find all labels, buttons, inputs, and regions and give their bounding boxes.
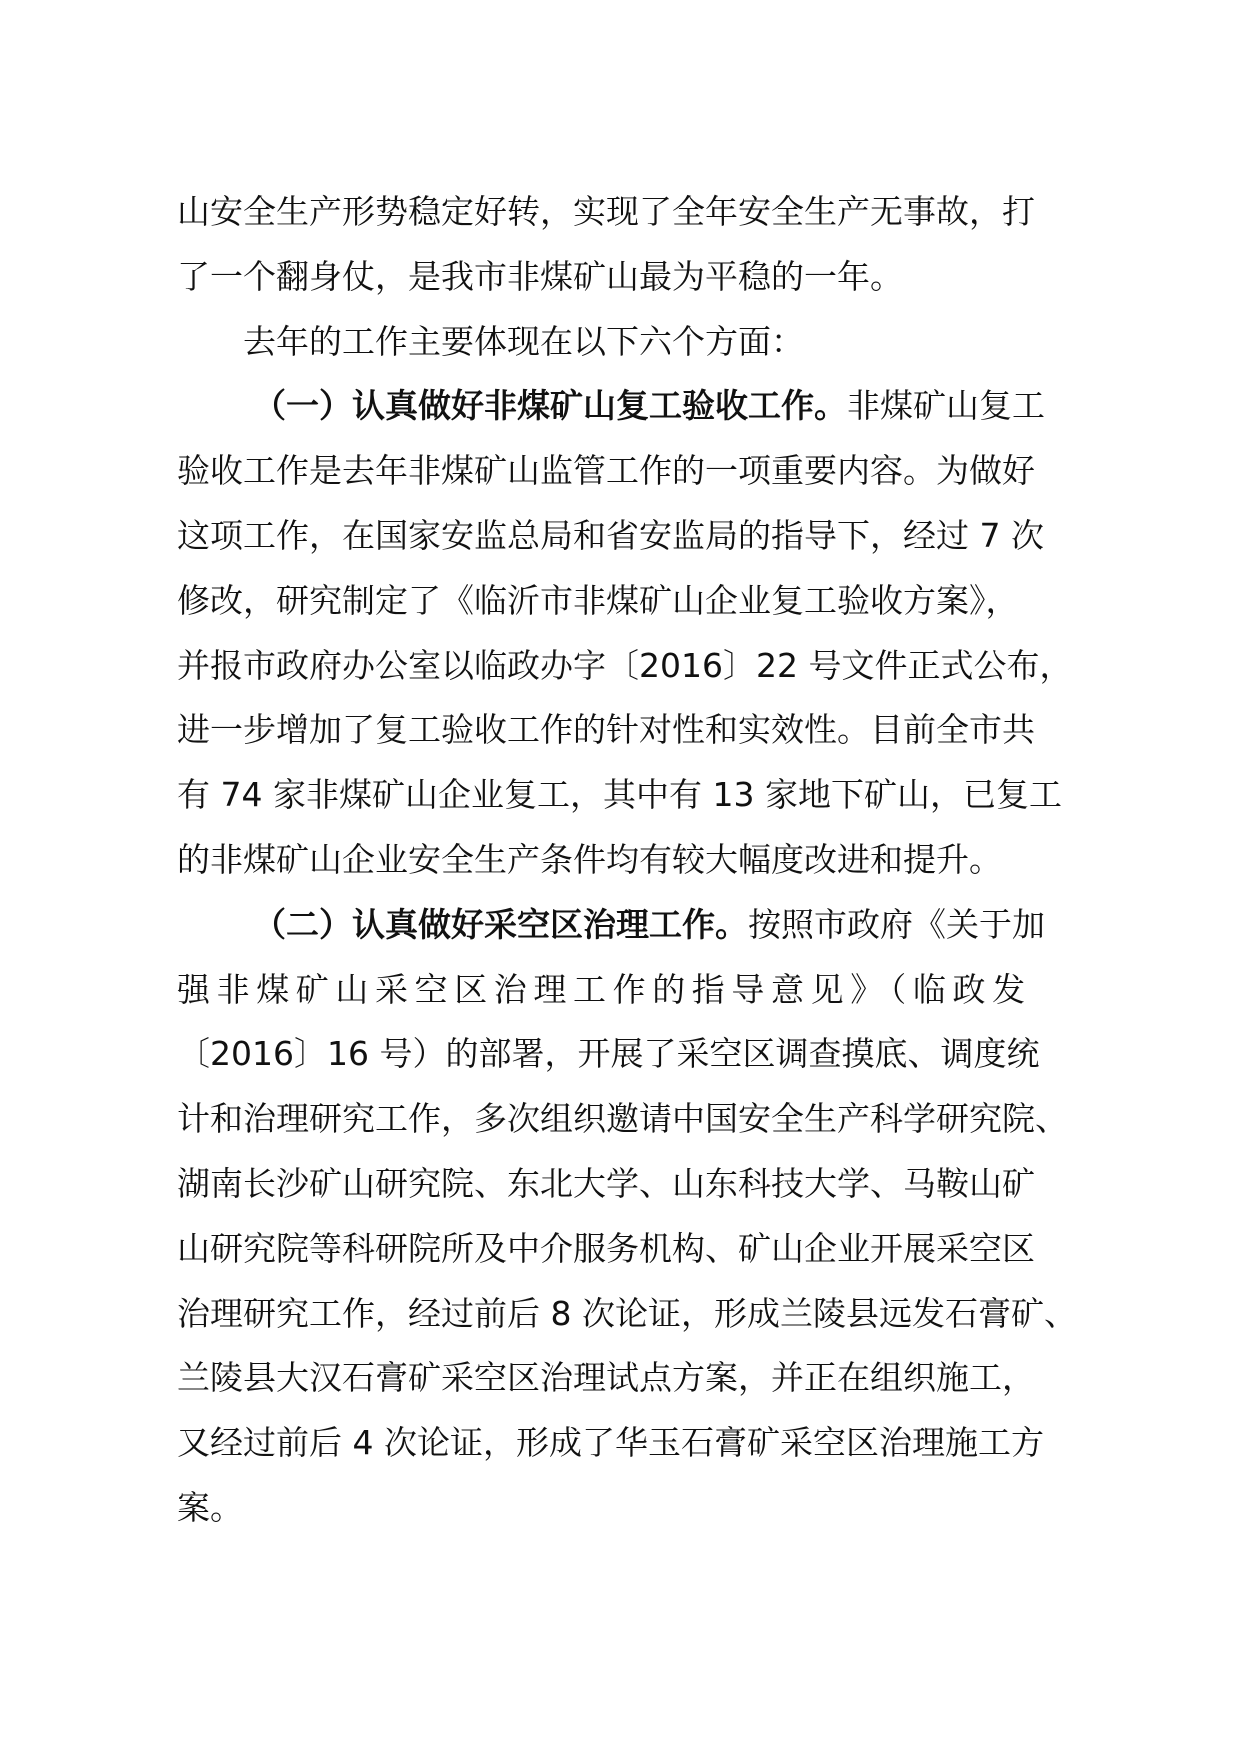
body-line: 有 74 家非煤矿山企业复工，其中有 13 家地下矿山，已复工 <box>177 775 1062 815</box>
section-heading-1: （一）认真做好非煤矿山复工验收工作。 <box>253 386 847 426</box>
body-line: 验收工作是去年非煤矿山监管工作的一项重要内容。为做好 <box>177 451 1035 491</box>
body-line: 山安全生产形势稳定好转，实现了全年安全生产无事故，打 <box>177 192 1035 231</box>
section-heading-line-2 <box>177 893 1097 958</box>
body-line: 治理研究工作，经过前后 8 次论证，形成兰陵县远发石膏矿、 <box>177 1293 1077 1333</box>
body-line: 案。 <box>177 1487 243 1527</box>
body-line: 又经过前后 4 次论证，形成了华玉石膏矿采空区治理施工方 <box>177 1423 1044 1463</box>
body-line: 进一步增加了复工验收工作的针对性和实效性。目前全市共 <box>177 710 1035 750</box>
section-heading-2-continuation: 按照市政府《关于加 <box>748 904 1045 944</box>
body-line: 这项工作，在国家安监总局和省安监局的指导下，经过 7 次 <box>177 515 1044 555</box>
document-body <box>177 180 1097 1541</box>
body-line: 修改，研究制定了《临沂市非煤矿山企业复工验收方案》， <box>177 580 1019 620</box>
body-line: 兰陵县大汉石膏矿采空区治理试点方案，并正在组织施工， <box>177 1358 1035 1398</box>
body-line: 山研究院等科研院所及中介服务机构、矿山企业开展采空区 <box>177 1228 1035 1268</box>
section-intro-line: 去年的工作主要体现在以下六个方面： <box>243 321 804 361</box>
section-heading-line-1 <box>177 374 1097 439</box>
body-line: 了一个翻身仗，是我市非煤矿山最为平稳的一年。 <box>177 256 903 296</box>
body-line: 的非煤矿山企业安全生产条件均有较大幅度改进和提升。 <box>177 839 1002 879</box>
body-line: 〔2016〕16 号）的部署，开展了采空区调查摸底、调度统 <box>177 1034 1040 1074</box>
section-heading-2: （二）认真做好采空区治理工作。 <box>253 904 748 944</box>
body-line: 强非煤矿山采空区治理工作的指导意见》（临政发 <box>177 969 1032 1009</box>
section-heading-1-continuation: 非煤矿山复工 <box>847 386 1045 426</box>
body-line: 并报市政府办公室以临政办字〔2016〕22 号文件正式公布， <box>177 645 1073 685</box>
body-line: 计和治理研究工作，多次组织邀请中国安全生产科学研究院、 <box>177 1099 1068 1139</box>
body-line: 湖南长沙矿山研究院、东北大学、山东科技大学、马鞍山矿 <box>177 1163 1035 1203</box>
